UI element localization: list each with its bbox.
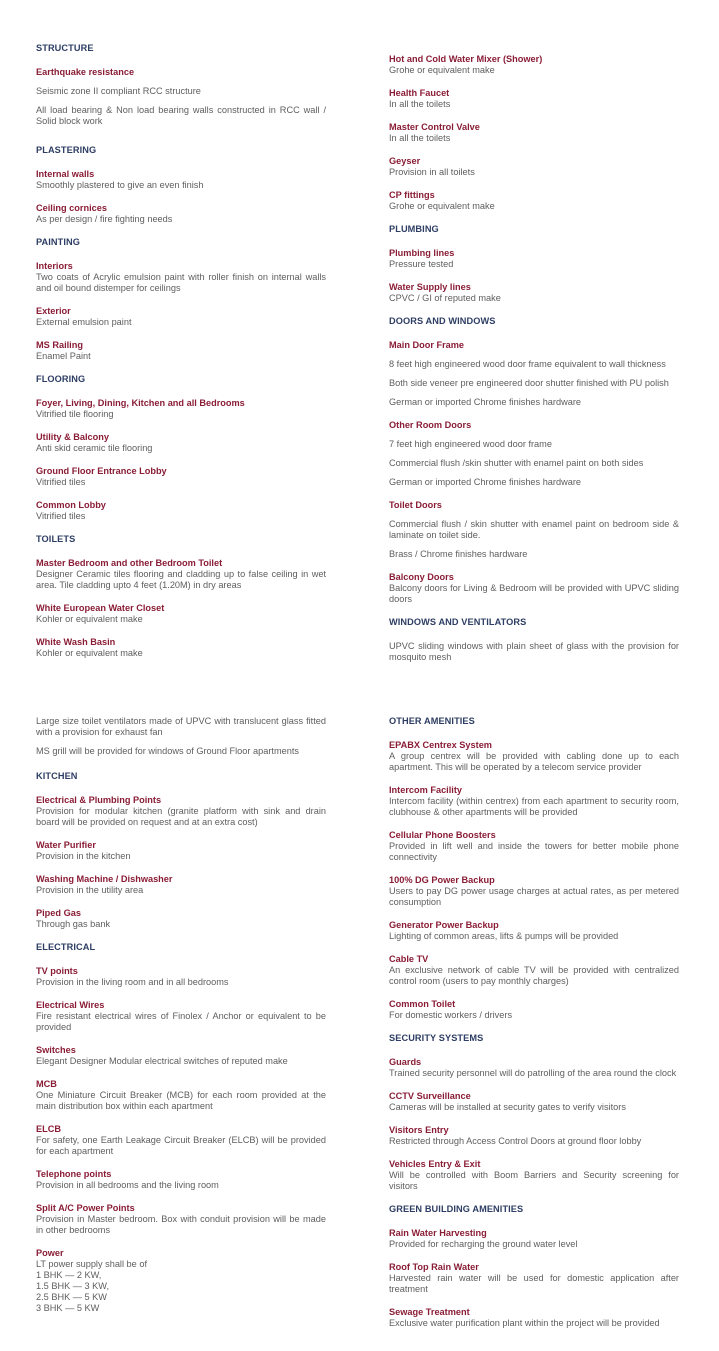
item-title: Electrical Wires [36,1000,105,1010]
section-heading-windows: WINDOWS AND VENTILATORS [389,617,527,627]
item-title: White Wash Basin [36,637,116,647]
item-title: CCTV Surveillance [389,1091,471,1101]
door-text: 8 feet high engineered wood door frame equivalent to wall thickness [389,359,666,369]
power-line: 2.5 BHK — 5 KW [36,1292,107,1302]
item-text: Pressure tested [389,259,454,269]
section-heading-plumbing: PLUMBING [389,224,439,234]
spec-item [36,169,326,191]
item-text: Provision in the utility area [36,885,144,895]
spec-item [389,1159,679,1192]
spec-item [389,282,679,304]
item-text: Vitrified tiles [36,511,86,521]
windows-text: MS grill will be provided for windows of Ground Floor apartments [36,746,299,756]
power-line: 1 BHK — 2 KW, [36,1270,102,1280]
item-text: External emulsion paint [36,317,132,327]
item-title: Hot and Cold Water Mixer (Shower) [389,54,543,64]
spec-item [36,1079,326,1112]
item-title: Piped Gas [36,908,81,918]
item-title: Foyer, Living, Dining, Kitchen and all Bedrooms [36,398,245,408]
item-text: Provision in the living room and in all bedrooms [36,977,229,987]
item-text: Elegant Designer Modular electrical switches of reputed make [36,1056,288,1066]
section-heading-flooring: FLOORING [36,374,86,384]
item-text: Exclusive water purification plant within the project will be provided [389,1318,660,1328]
item-text: Provided in lift well and inside the towers for better mobile phone connectivity [389,841,679,862]
item-text: One Miniature Circuit Breaker (MCB) for each room provided at the main distribution box within each apartment [36,1090,326,1111]
top-right-column [389,54,679,671]
item-text: Provided for recharging the ground water level [389,1239,578,1249]
item-text: Smoothly plastered to give an even finish [36,180,204,190]
item-text: Designer Ceramic tiles flooring and cladding up to false ceiling in wet area. Tile cladding upto 4 feet (1.20M) in dry areas [36,569,326,590]
item-title: Cellular Phone Boosters [389,830,496,840]
item-title: Utility & Balcony [36,432,110,442]
windows-text: Large size toilet ventilators made of UPVC with translucent glass fitted with a provision for exhaust fan [36,716,326,737]
section-heading-painting: PAINTING [36,237,81,247]
item-text: Fire resistant electrical wires of Finolex / Anchor or equivalent to be provided [36,1011,326,1032]
spec-item [389,572,679,605]
item-title: Master Control Valve [389,122,480,132]
door-text: 7 feet high engineered wood door frame [389,439,552,449]
structure-text-2: All load bearing & Non load bearing walls constructed in RCC wall / Solid block work [36,105,326,126]
spec-item [389,248,679,270]
item-title: Master Bedroom and other Bedroom Toilet [36,558,223,568]
item-text: Provision for modular kitchen (granite platform with sink and drain board will be provided on request and at an extra cost) [36,806,326,827]
item-text: Cameras will be installed at security gates to verify visitors [389,1102,626,1112]
door-text: Commercial flush / skin shutter with enamel paint on bedroom side & laminate on toilet side. [389,519,679,540]
item-text: CPVC / GI of reputed make [389,293,501,303]
item-text: Balcony doors for Living & Bedroom will be provided with UPVC sliding doors [389,583,679,604]
item-title: Health Faucet [389,88,450,98]
item-text: Grohe or equivalent make [389,201,495,211]
power-line: 3 BHK — 5 KW [36,1303,100,1313]
item-title: 100% DG Power Backup [389,875,495,885]
item-text: Provision in all bedrooms and the living room [36,1180,219,1190]
item-text: Harvested rain water will be used for domestic application after treatment [389,1273,679,1294]
item-text: Lighting of common areas, lifts & pumps will be provided [389,931,619,941]
door-text: Both side veneer pre engineered door shutter finished with PU polish [389,378,669,388]
spec-item [36,500,326,522]
item-title: Water Purifier [36,840,96,850]
item-title: CP fittings [389,190,435,200]
item-title: Roof Top Rain Water [389,1262,479,1272]
item-title: Plumbing lines [389,248,455,258]
spec-item [389,1091,679,1113]
item-text: Two coats of Acrylic emulsion paint with roller finish on internal walls and oil bound distemper for ceilings [36,272,326,293]
spec-item [36,874,326,896]
spec-item [389,1262,679,1295]
item-title: Intercom Facility [389,785,463,795]
spec-item [36,261,326,294]
bottom-right-column [389,716,679,1341]
item-title: Balcony Doors [389,572,454,582]
item-title: TV points [36,966,78,976]
section-heading-green: GREEN BUILDING AMENITIES [389,1204,524,1214]
item-text: In all the toilets [389,133,451,143]
item-text: Through gas bank [36,919,111,929]
spec-item [389,1307,679,1329]
spec-item [389,54,679,76]
spec-item [389,999,679,1021]
item-title: Visitors Entry [389,1125,449,1135]
item-title: Water Supply lines [389,282,471,292]
spec-item [36,603,326,625]
spec-item [36,1203,326,1236]
item-title: Interiors [36,261,73,271]
item-title: Cable TV [389,954,429,964]
item-title: MS Railing [36,340,83,350]
item-title: Telephone points [36,1169,112,1179]
item-title: Ceiling cornices [36,203,107,213]
section-heading-doors-windows: DOORS AND WINDOWS [389,316,496,326]
item-text: Vitrified tiles [36,477,86,487]
power-line: 1.5 BHK — 3 KW, [36,1281,110,1291]
spec-item [36,340,326,362]
item-text: Kohler or equivalent make [36,614,143,624]
item-title: Split A/C Power Points [36,1203,135,1213]
item-title: Rain Water Harvesting [389,1228,487,1238]
section-heading-amenities: OTHER AMENITIES [389,716,475,726]
item-text: Restricted through Access Control Doors at ground floor lobby [389,1136,642,1146]
bottom-left-column [36,716,326,1326]
spec-item [36,432,326,454]
spec-item [389,740,679,773]
section-heading-plastering: PLASTERING [36,145,97,155]
spec-item [389,1057,679,1079]
spec-item-power [36,1248,326,1314]
door-text: German or imported Chrome finishes hardware [389,477,581,487]
power-line: LT power supply shall be of [36,1259,147,1269]
item-title: Generator Power Backup [389,920,499,930]
item-title: Washing Machine / Dishwasher [36,874,173,884]
spec-item [36,203,326,225]
spec-item [36,466,326,488]
section-heading-electrical: ELECTRICAL [36,942,96,952]
structure-text-1: Seismic zone II compliant RCC structure [36,86,201,96]
item-text: Trained security personnel will do patrolling of the area round the clock [389,1068,677,1078]
spec-item [389,190,679,212]
item-title-other-doors: Other Room Doors [389,420,472,430]
door-text: German or imported Chrome finishes hardware [389,397,581,407]
section-heading-security: SECURITY SYSTEMS [389,1033,484,1043]
spec-item [36,637,326,659]
item-text: Grohe or equivalent make [389,65,495,75]
item-title: Common Toilet [389,999,456,1009]
section-heading-toilets: TOILETS [36,534,76,544]
item-text: As per design / fire fighting needs [36,214,173,224]
item-text: Kohler or equivalent make [36,648,143,658]
item-title: Exterior [36,306,71,316]
item-title: Guards [389,1057,422,1067]
item-text: Enamel Paint [36,351,91,361]
item-text: For safety, one Earth Leakage Circuit Breaker (ELCB) will be provided for each apartment [36,1135,326,1156]
spec-item [36,840,326,862]
item-title: White European Water Closet [36,603,165,613]
item-text: A group centrex will be provided with cabling done up to each apartment. This will be operated by a telecom service provider [389,751,679,772]
spec-item [389,954,679,987]
item-text: Anti skid ceramic tile flooring [36,443,153,453]
windows-text: UPVC sliding windows with plain sheet of glass with the provision for mosquito mesh [389,641,679,662]
item-title: Geyser [389,156,421,166]
spec-item [389,1228,679,1250]
item-title-main-door: Main Door Frame [389,340,465,350]
spec-item [36,398,326,420]
spec-item [389,1125,679,1147]
item-title: Internal walls [36,169,95,179]
spec-item [36,1000,326,1033]
spec-item [389,875,679,908]
spec-item [389,830,679,863]
spec-item [36,908,326,930]
item-text: An exclusive network of cable TV will be provided with centralized control room (users to pay monthly charges) [389,965,679,986]
item-title: Electrical & Plumbing Points [36,795,162,805]
item-text: Vitrified tile flooring [36,409,114,419]
door-text: Commercial flush /skin shutter with enamel paint on both sides [389,458,644,468]
item-title: ELCB [36,1124,62,1134]
item-title: MCB [36,1079,57,1089]
item-title: Common Lobby [36,500,106,510]
spec-item [389,785,679,818]
spec-item [36,966,326,988]
item-title-toilet-doors: Toilet Doors [389,500,442,510]
item-title-earthquake: Earthquake resistance [36,67,135,77]
item-title: Ground Floor Entrance Lobby [36,466,167,476]
item-text: Intercom facility (within centrex) from each apartment to security room, clubhouse & other apartments will be provided [389,796,679,817]
item-text: Provision in all toilets [389,167,475,177]
spec-item [36,1169,326,1191]
top-left-column [36,43,326,671]
item-title: EPABX Centrex System [389,740,492,750]
spec-item [389,122,679,144]
spec-item [36,558,326,591]
spec-item [389,920,679,942]
spec-item [389,88,679,110]
item-title: Power [36,1248,64,1258]
spec-item [36,306,326,328]
item-text: In all the toilets [389,99,451,109]
item-text: Will be controlled with Boom Barriers and Security screening for visitors [389,1170,679,1191]
spec-item [36,1124,326,1157]
item-text: Provision in Master bedroom. Box with conduit provision will be made in other bedrooms [36,1214,326,1235]
item-text: For domestic workers / drivers [389,1010,513,1020]
item-text: Users to pay DG power usage charges at actual rates, as per metered consumption [389,886,679,907]
section-heading-kitchen: KITCHEN [36,771,78,781]
door-text: Brass / Chrome finishes hardware [389,549,528,559]
spec-item [36,1045,326,1067]
spec-item [36,795,326,828]
item-text: Provision in the kitchen [36,851,131,861]
spec-item [389,156,679,178]
item-title: Vehicles Entry & Exit [389,1159,481,1169]
item-title: Switches [36,1045,76,1055]
section-heading-structure: STRUCTURE [36,43,94,53]
item-title: Sewage Treatment [389,1307,470,1317]
